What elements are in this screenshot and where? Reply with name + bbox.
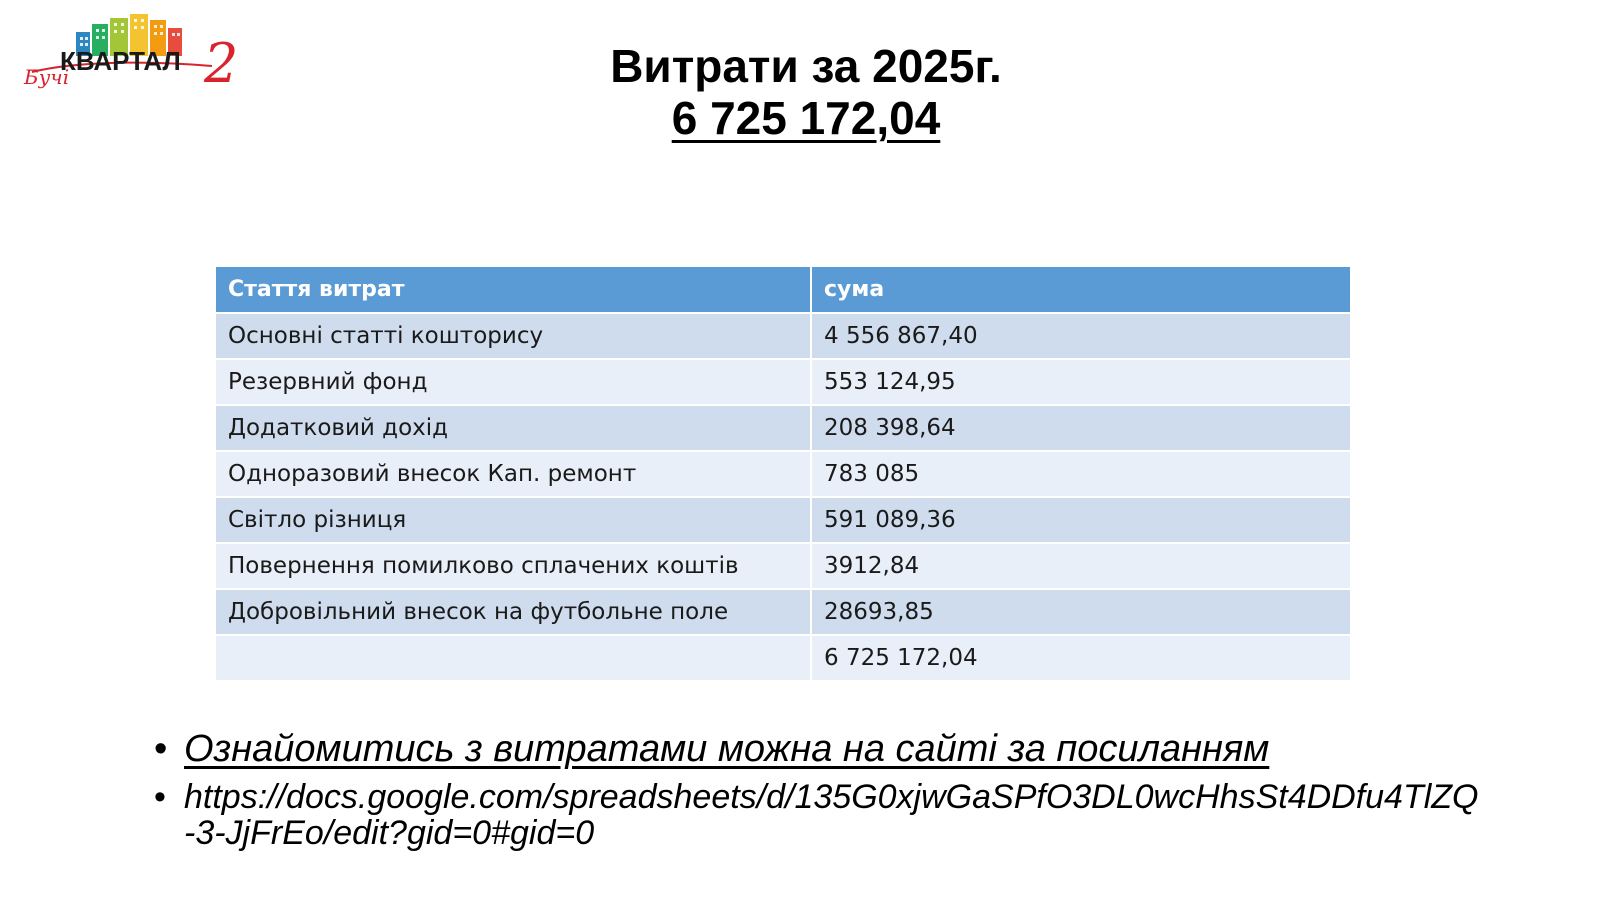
logo-number: 2 (204, 32, 239, 92)
table-row (216, 313, 1350, 359)
header-amount: сума (811, 267, 1350, 313)
table-row (216, 405, 1350, 451)
title-total: 6 725 172,04 (671, 92, 941, 144)
expenses-table (216, 267, 1350, 682)
table-row (216, 359, 1350, 405)
amount-cell: 553 124,95 (811, 359, 1350, 405)
amount-cell: 208 398,64 (811, 405, 1350, 451)
spreadsheet-link[interactable]: https://docs.google.com/spreadsheets/d/135G0xjwGaSPfO3DL0wcHhsSt4DDfu4TlZQ-3-JjFrEo/edit?gid=0#gid=0 (184, 778, 1479, 852)
amount-cell: 3912,84 (811, 543, 1350, 589)
expense-item-cell: Резервний фонд (216, 359, 811, 405)
bullet-dot: • (154, 728, 168, 770)
title-heading: Витрати за 2025г. (610, 40, 1002, 92)
amount-cell: 591 089,36 (811, 497, 1350, 543)
logo-small-text: Бучі (24, 65, 70, 89)
expense-item-cell: Добровільний внесок на футбольне поле (216, 589, 811, 635)
amount-cell: 28693,85 (811, 589, 1350, 635)
spreadsheet-note-text: Ознайомитись з витратами можна на сайті за посиланням (184, 728, 1270, 770)
expense-item-cell: Додатковий дохід (216, 405, 811, 451)
table-row (216, 497, 1350, 543)
expense-item-cell: Основні статті кошторису (216, 313, 811, 359)
info-bullets (150, 727, 1570, 851)
amount-cell: 783 085 (811, 451, 1350, 497)
expense-item-cell: Світло різниця (216, 497, 811, 543)
table-row (216, 451, 1350, 497)
bullet-note (150, 727, 1570, 771)
bullet-link (150, 779, 1484, 851)
expense-item-cell: Повернення помилково сплачених коштів (216, 543, 811, 589)
logo-main-text: КВАРТАЛ (60, 46, 181, 76)
expense-item-cell: Одноразовий внесок Кап. ремонт (216, 451, 811, 497)
total-amount-cell: 6 725 172,04 (811, 635, 1350, 681)
table-row (216, 589, 1350, 635)
table-row (216, 543, 1350, 589)
amount-cell: 4 556 867,40 (811, 313, 1350, 359)
expenses-table-container (216, 267, 1350, 682)
total-label-cell (216, 635, 811, 681)
table-total-row (216, 635, 1350, 681)
bullet-dot: • (154, 778, 166, 816)
page-title (0, 40, 1600, 144)
table-header-row (216, 267, 1350, 313)
header-expense-item: Стаття витрат (216, 267, 811, 313)
